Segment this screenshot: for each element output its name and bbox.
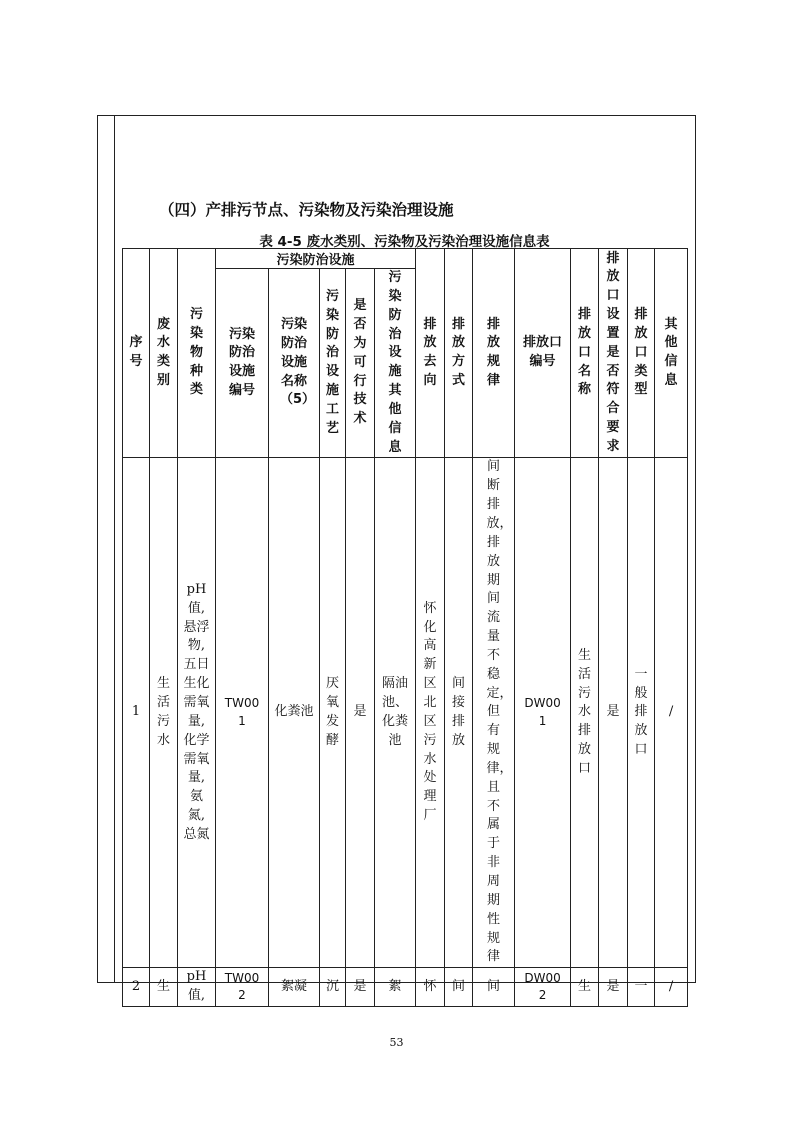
header-compliant: 排放口设置是否符合要求 bbox=[599, 249, 628, 458]
cell-feasible: 是 bbox=[346, 458, 375, 968]
cell-mode: 间 bbox=[445, 968, 473, 1007]
header-process: 污染防治设施工艺 bbox=[320, 269, 346, 458]
cell-feasible: 是 bbox=[346, 968, 375, 1007]
cell-process: 沉 bbox=[320, 968, 346, 1007]
header-category: 废水类别 bbox=[150, 249, 178, 458]
cell-pattern: 间 bbox=[473, 968, 515, 1007]
table-title: 表 4-5 废水类别、污染物及污染治理设施信息表 bbox=[259, 234, 550, 250]
cell-seq: 1 bbox=[123, 458, 150, 968]
table-row bbox=[123, 968, 688, 1007]
cell-compliant: 是 bbox=[599, 968, 628, 1007]
header-outlet-id: 排放口编号 bbox=[515, 249, 571, 458]
header-seq: 序号 bbox=[123, 249, 150, 458]
cell-outlet-id: DW001 bbox=[515, 458, 571, 968]
table-row bbox=[123, 458, 688, 968]
header-destination: 排放去向 bbox=[416, 249, 445, 458]
cell-compliant: 是 bbox=[599, 458, 628, 968]
cell-facility-other: 絮 bbox=[375, 968, 416, 1007]
header-group-facility: 污染防治设施 bbox=[216, 249, 416, 269]
header-outlet-type: 排放口类型 bbox=[628, 249, 655, 458]
cell-facility-name: 化粪池 bbox=[269, 458, 320, 968]
header-feasible: 是否为可行技术 bbox=[346, 269, 375, 458]
cell-outlet-name: 生 bbox=[571, 968, 599, 1007]
cell-pattern: 间断排放，排放期间流量不稳定，但有规律，且不属于非周期性规律 bbox=[473, 458, 515, 968]
page-frame-inner-line bbox=[114, 115, 115, 983]
cell-facility-id: TW001 bbox=[216, 458, 269, 968]
cell-outlet-type: 一 bbox=[628, 968, 655, 1007]
cell-outlet-id: DW002 bbox=[515, 968, 571, 1007]
cell-other: / bbox=[655, 458, 688, 968]
header-mode: 排放方式 bbox=[445, 249, 473, 458]
cell-seq: 2 bbox=[123, 968, 150, 1007]
page-number: 53 bbox=[389, 1036, 404, 1049]
cell-process: 厌氧发酵 bbox=[320, 458, 346, 968]
header-facility-id: 污染防治设施编号 bbox=[216, 269, 269, 458]
cell-facility-id: TW002 bbox=[216, 968, 269, 1007]
cell-other: / bbox=[655, 968, 688, 1007]
cell-category: 生 bbox=[150, 968, 178, 1007]
cell-category: 生活污水 bbox=[150, 458, 178, 968]
header-facility-other: 污染防治设施其他信息 bbox=[375, 269, 416, 458]
header-outlet-name: 排放口名称 bbox=[571, 249, 599, 458]
header-pollutant: 污染物种类 bbox=[178, 249, 216, 458]
cell-facility-other: 隔油池、化粪池 bbox=[375, 458, 416, 968]
cell-destination: 怀化高新区北区污水处理厂 bbox=[416, 458, 445, 968]
cell-outlet-type: 一般排放口 bbox=[628, 458, 655, 968]
cell-outlet-name: 生活污水排放口 bbox=[571, 458, 599, 968]
header-pattern: 排放规律 bbox=[473, 249, 515, 458]
header-facility-name: 污染防治设施名称（5） bbox=[269, 269, 320, 458]
cell-facility-name: 絮凝 bbox=[269, 968, 320, 1007]
section-title: （四）产排污节点、污染物及污染治理设施 bbox=[159, 201, 454, 219]
header-row-1 bbox=[123, 249, 688, 269]
cell-pollutant: pH值,悬浮物,五日生化需氧量,化学需氧量,氨氮,总氮 bbox=[178, 458, 216, 968]
wastewater-table bbox=[122, 248, 688, 1007]
header-other: 其他信息 bbox=[655, 249, 688, 458]
cell-destination: 怀 bbox=[416, 968, 445, 1007]
cell-pollutant: pH值, bbox=[178, 968, 216, 1007]
cell-mode: 间接排放 bbox=[445, 458, 473, 968]
